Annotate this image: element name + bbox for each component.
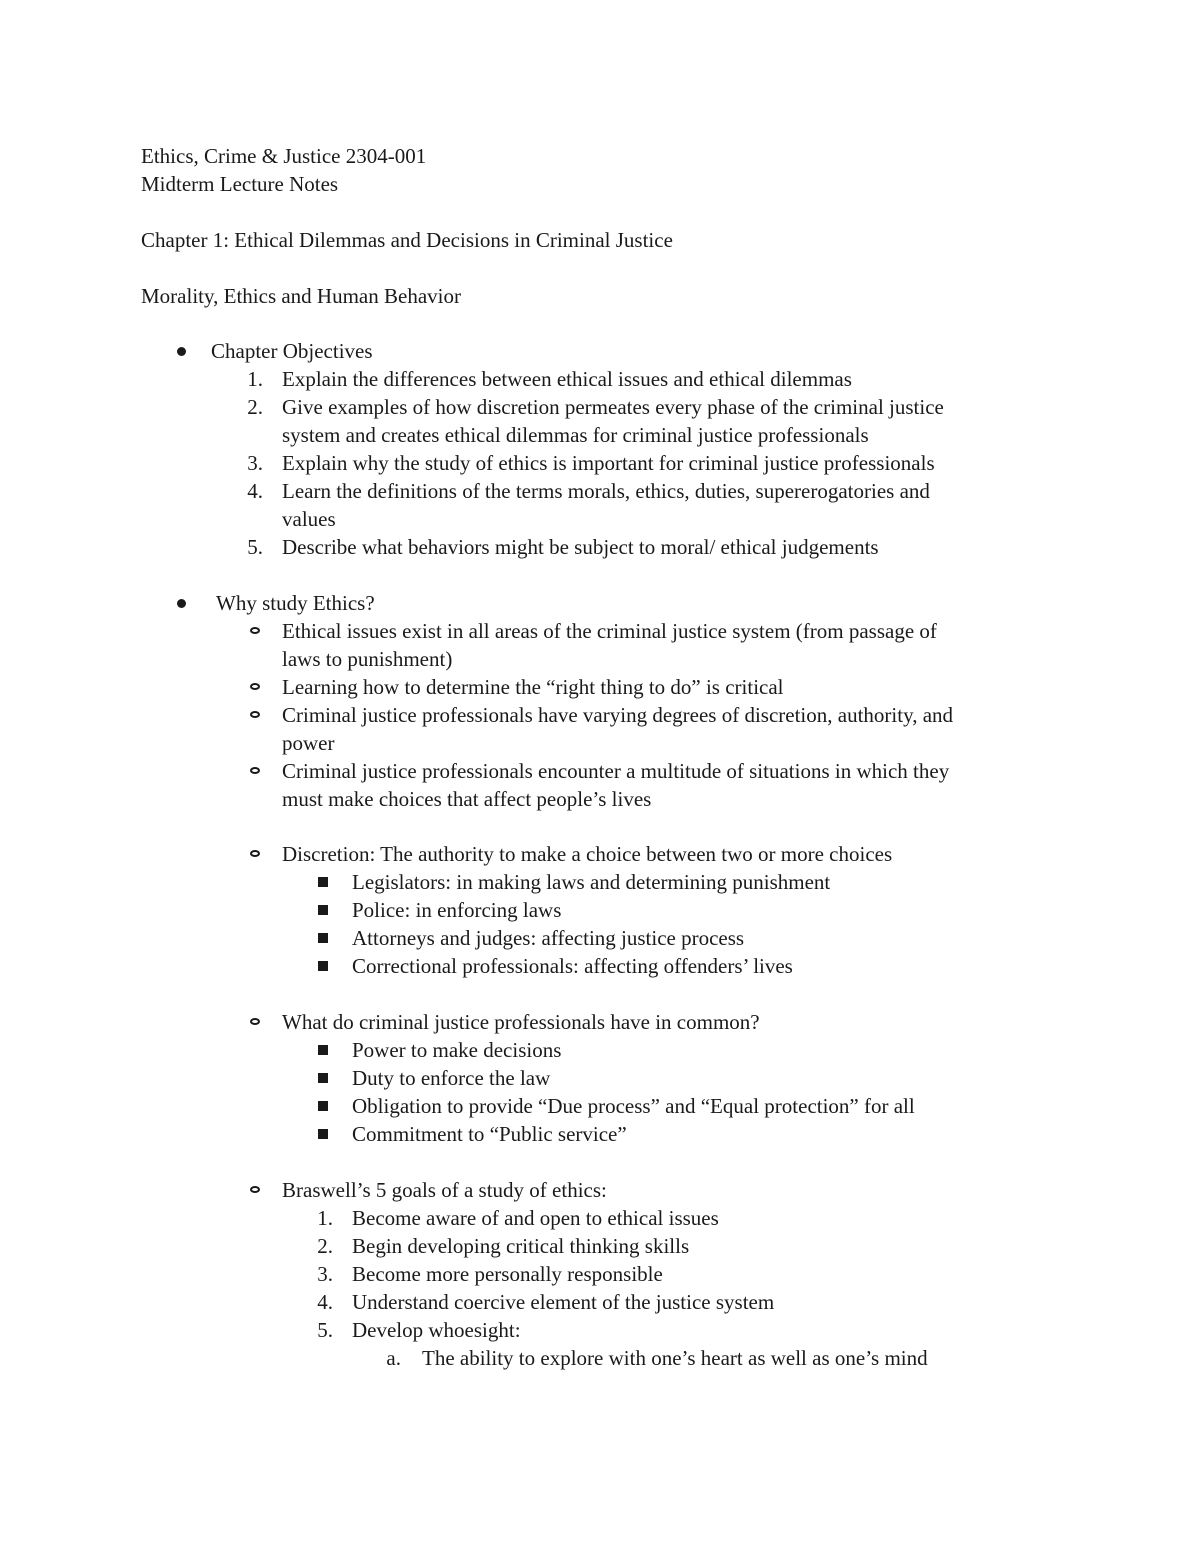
objective-number: 5.	[247, 535, 263, 559]
discretion-item: Correctional professionals: affecting offenders’ lives	[352, 954, 793, 978]
bullet-square-icon	[318, 1045, 328, 1055]
objective-text: Learn the definitions of the terms morals, ethics, duties, supererogatories and	[282, 479, 930, 503]
objective-number: 1.	[247, 367, 263, 391]
goal-number: 4.	[317, 1290, 333, 1314]
common-item: Power to make decisions	[352, 1038, 562, 1062]
goal-text: Understand coercive element of the justice system	[352, 1290, 775, 1314]
bullet-circle-icon	[250, 767, 260, 774]
bullet-square-icon	[318, 877, 328, 887]
bullet-circle-icon	[250, 850, 260, 857]
chapter-title: Chapter 1: Ethical Dilemmas and Decisions in Criminal Justice	[141, 228, 673, 252]
objective-text: Describe what behaviors might be subject to moral/ ethical judgements	[282, 535, 879, 559]
discretion-item: Legislators: in making laws and determining punishment	[352, 870, 831, 894]
objective-number: 4.	[247, 479, 263, 503]
goal-text: Develop whoesight:	[352, 1318, 521, 1342]
why-item-continued: must make choices that affect people’s lives	[282, 787, 652, 811]
bullet-dot-icon	[177, 599, 186, 608]
why-item: Ethical issues exist in all areas of the criminal justice system (from passage of	[282, 619, 937, 643]
objective-text: Give examples of how discretion permeates every phase of the criminal justice	[282, 395, 944, 419]
objective-text-continued: system and creates ethical dilemmas for criminal justice professionals	[282, 423, 869, 447]
discretion-item: Police: in enforcing laws	[352, 898, 562, 922]
bullet-circle-icon	[250, 711, 260, 718]
objective-text-continued: values	[282, 507, 336, 531]
why-item-continued: power	[282, 731, 335, 755]
objective-text: Explain the differences between ethical issues and ethical dilemmas	[282, 367, 852, 391]
common-heading: What do criminal justice professionals have in common?	[282, 1010, 760, 1034]
goal-sub-text: The ability to explore with one’s heart as well as one’s mind	[422, 1346, 928, 1370]
why-item: Criminal justice professionals have varying degrees of discretion, authority, and	[282, 703, 954, 727]
bullet-circle-icon	[250, 1186, 260, 1193]
goal-number: 5.	[317, 1318, 333, 1342]
objective-number: 3.	[247, 451, 263, 475]
bullet-square-icon	[318, 933, 328, 943]
bullet-square-icon	[318, 1129, 328, 1139]
goal-number: 2.	[317, 1234, 333, 1258]
document-subtitle: Midterm Lecture Notes	[141, 172, 339, 196]
objective-text: Explain why the study of ethics is important for criminal justice professionals	[282, 451, 935, 475]
course-title: Ethics, Crime & Justice 2304-001	[141, 144, 427, 168]
why-heading: Why study Ethics?	[216, 591, 375, 615]
bullet-square-icon	[318, 1101, 328, 1111]
common-item: Obligation to provide “Due process” and “Equal protection” for all	[352, 1094, 915, 1118]
goals-heading: Braswell’s 5 goals of a study of ethics:	[282, 1178, 607, 1202]
goal-text: Begin developing critical thinking skills	[352, 1234, 690, 1258]
objectives-heading: Chapter Objectives	[211, 339, 373, 363]
discretion-heading: Discretion: The authority to make a choice between two or more choices	[282, 842, 893, 866]
bullet-circle-icon	[250, 627, 260, 634]
goal-number: 3.	[317, 1262, 333, 1286]
bullet-circle-icon	[250, 683, 260, 690]
bullet-square-icon	[318, 905, 328, 915]
common-item: Duty to enforce the law	[352, 1066, 551, 1090]
bullet-square-icon	[318, 961, 328, 971]
goal-sub-letter: a.	[386, 1346, 401, 1370]
objective-number: 2.	[247, 395, 263, 419]
discretion-item: Attorneys and judges: affecting justice process	[352, 926, 745, 950]
bullet-dot-icon	[177, 347, 186, 356]
bullet-square-icon	[318, 1073, 328, 1083]
why-item: Criminal justice professionals encounter a multitude of situations in which they	[282, 759, 950, 783]
common-item: Commitment to “Public service”	[352, 1122, 627, 1146]
why-item: Learning how to determine the “right thing to do” is critical	[282, 675, 784, 699]
why-item-continued: laws to punishment)	[282, 647, 453, 671]
goal-text: Become more personally responsible	[352, 1262, 663, 1286]
goal-number: 1.	[317, 1206, 333, 1230]
bullet-circle-icon	[250, 1018, 260, 1025]
goal-text: Become aware of and open to ethical issues	[352, 1206, 719, 1230]
section-title: Morality, Ethics and Human Behavior	[141, 284, 461, 308]
